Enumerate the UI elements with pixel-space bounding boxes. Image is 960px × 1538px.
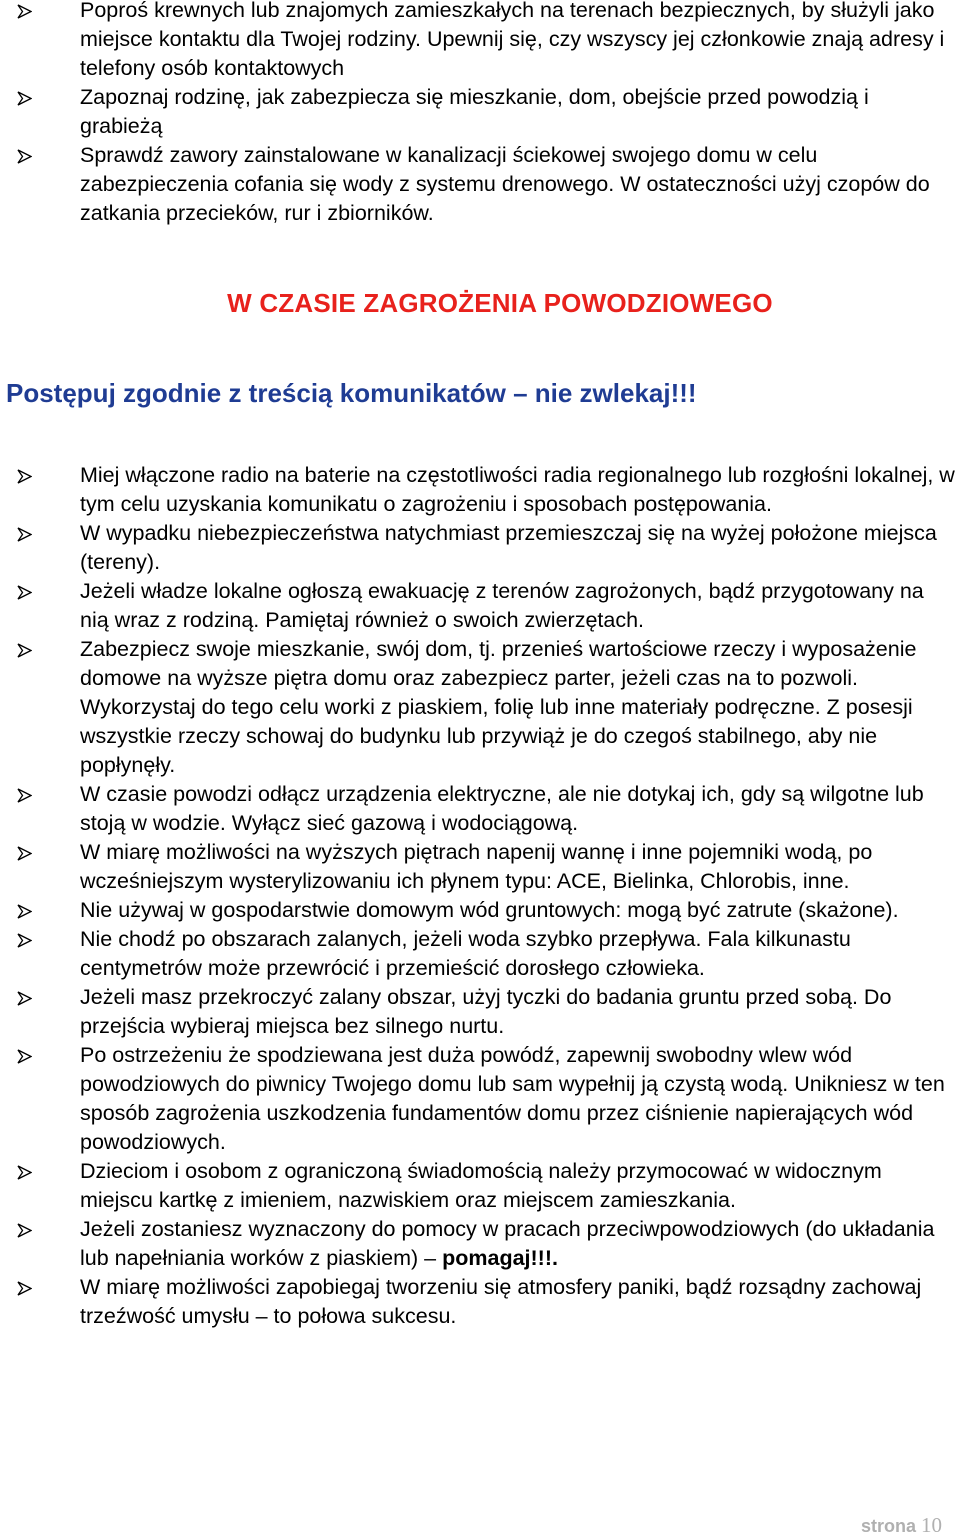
list-item (0, 925, 960, 983)
list-item-text: Sprawdź zawory zainstalowane w kanalizacji ściekowej swojego domu w celu zabezpieczenia cofania się wody z systemu drenowego. W ostateczności użyj czopów do zatkania przecieków, rur i zbiorników. (80, 143, 930, 225)
list-item-text: Zabezpiecz swoje mieszkanie, swój dom, tj. przenieś wartościowe rzeczy i wyposażenie domowe na wyższe piętra domu oraz zabezpiecz parter, jeżeli czas na to pozwoli. Wykorzystaj do tego celu worki z piaskiem, folię lub inne materiały podręczne. Z posesji wszystkie rzeczy schowaj do budynku lub przywiąż je do czegoś stabilnego, aby nie popłynęły. (80, 637, 917, 777)
list-item-text: Jeżeli władze lokalne ogłoszą ewakuację z terenów zagrożonych, bądź przygotowany na nią wraz z rodziną. Pamiętaj również o swoich zwierzętach. (80, 579, 924, 632)
list-item (0, 1215, 960, 1273)
list-item-text: W miarę możliwości na wyższych piętrach napenij wannę i inne pojemniki wodą, po wcześniejszym wysterylizowaniu ich płynem typu: ACE, Bielinka, Chlorobis, inne. (80, 840, 873, 893)
list-item (0, 896, 960, 925)
section-heading: W CZASIE ZAGROŻENIA POWODZIOWEGO (227, 288, 773, 318)
arrowhead-bullet-icon (17, 1223, 32, 1238)
list-item (0, 519, 960, 577)
list-item-text: Jeżeli zostaniesz wyznaczony do pomocy w pracach przeciwpowodziowych (do układania lub napełniania worków z piaskiem) – (80, 1217, 935, 1270)
list-item (0, 1273, 960, 1331)
preparation-bullet-list (0, 0, 960, 228)
list-item (0, 141, 960, 228)
list-item-text: Miej włączone radio na baterie na częstotliwości radia regionalnego lub rozgłośni lokalnej, w tym celu uzyskania komunikatu o zagrożeniu i sposobach postępowania. (80, 463, 955, 516)
arrowhead-bullet-icon (17, 643, 32, 658)
arrowhead-bullet-icon (17, 1165, 32, 1180)
list-item (0, 838, 960, 896)
list-item-text: Poproś krewnych lub znajomych zamieszkałych na terenach bezpiecznych, by służyli jako miejsce kontaktu dla Twojej rodziny. Upewnij się, czy wszyscy jej członkowie znają adresy i telefony osób kontaktowych (80, 0, 945, 80)
list-item (0, 635, 960, 780)
page-number: 10 (921, 1513, 942, 1537)
list-item-text: W wypadku niebezpieczeństwa natychmiast przemieszczaj się na wyżej położone miejsca (tereny). (80, 521, 937, 574)
arrowhead-bullet-icon (17, 527, 32, 542)
flood-instructions-bullet-list (0, 461, 960, 1331)
arrowhead-bullet-icon (17, 1281, 32, 1296)
section-subheading: Postępuj zgodnie z treścią komunikatów – nie zwlekaj!!! (6, 378, 697, 408)
list-item (0, 461, 960, 519)
list-item (0, 983, 960, 1041)
arrowhead-bullet-icon (17, 1049, 32, 1064)
arrowhead-bullet-icon (17, 933, 32, 948)
list-item-text: Dzieciom i osobom z ograniczoną świadomością należy przymocować w widocznym miejscu kartkę z imieniem, nazwiskiem oraz miejscem zamieszkania. (80, 1159, 882, 1212)
arrowhead-bullet-icon (17, 469, 32, 484)
list-item (0, 780, 960, 838)
arrowhead-bullet-icon (17, 904, 32, 919)
arrowhead-bullet-icon (17, 991, 32, 1006)
list-item-text: Zapoznaj rodzinę, jak zabezpiecza się mieszkanie, dom, obejście przed powodzią i grabieżą (80, 85, 869, 138)
list-item-text: W miarę możliwości zapobiegaj tworzeniu się atmosfery paniki, bądź rozsądny zachowaj trzeźwość umysłu – to połowa sukcesu. (80, 1275, 922, 1328)
arrowhead-bullet-icon (17, 846, 32, 861)
list-item (0, 0, 960, 83)
list-item-text: Nie chodź po obszarach zalanych, jeżeli woda szybko przepływa. Fala kilkunastu centymetrów może przewrócić i przemieścić dorosłego człowieka. (80, 927, 851, 980)
list-item-text: Nie używaj w gospodarstwie domowym wód gruntowych: mogą być zatrute (skażone). (80, 898, 899, 922)
arrowhead-bullet-icon (17, 91, 32, 106)
arrowhead-bullet-icon (17, 585, 32, 600)
arrowhead-bullet-icon (17, 4, 32, 19)
list-item-text: Jeżeli masz przekroczyć zalany obszar, użyj tyczki do badania gruntu przed sobą. Do przejścia wybieraj miejsca bez silnego nurtu. (80, 985, 892, 1038)
page-footer (861, 1513, 942, 1538)
list-item-text: Po ostrzeżeniu że spodziewana jest duża powódź, zapewnij swobodny wlew wód powodziowych do piwnicy Twojego domu lub sam wypełnij ją czystą wodą. Unikniesz w ten sposób zagrożenia uszkodzenia fundamentów domu przez ciśnienie napierających wód powodziowych. (80, 1043, 945, 1154)
arrowhead-bullet-icon (17, 788, 32, 803)
arrowhead-bullet-icon (17, 149, 32, 164)
list-item (0, 1041, 960, 1157)
footer-label: strona (860, 1516, 916, 1536)
emphasis-text: pomagaj!!!. (442, 1246, 558, 1270)
list-item (0, 577, 960, 635)
list-item-text: W czasie powodzi odłącz urządzenia elektryczne, ale nie dotykaj ich, gdy są wilgotne lub stoją w wodzie. Wyłącz sieć gazową i wodociągową. (80, 782, 924, 835)
list-item (0, 1157, 960, 1215)
list-item (0, 83, 960, 141)
